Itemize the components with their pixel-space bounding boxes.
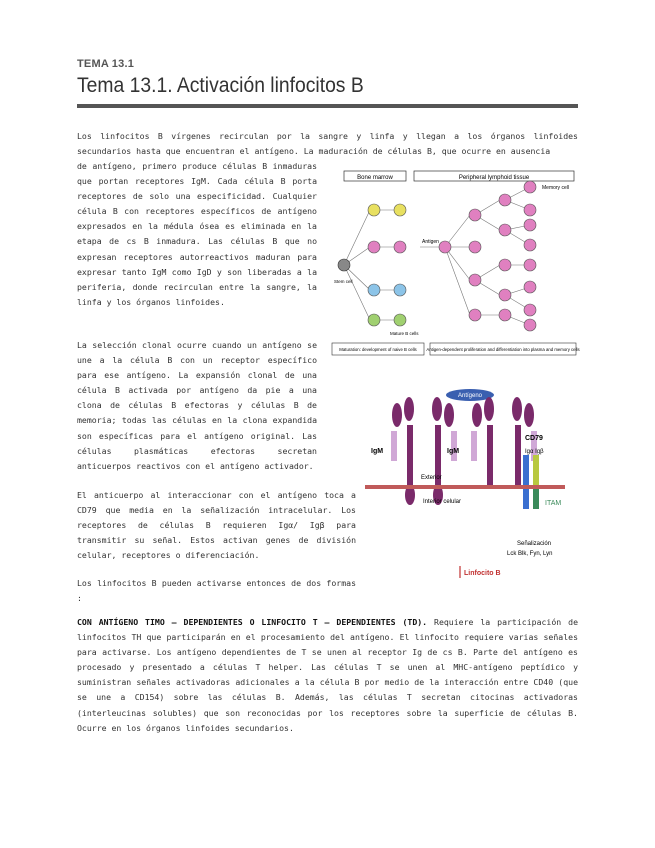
- linfocito-b-label: Linfocito B: [464, 570, 501, 577]
- paragraph-1-wrap: de antígeno, primero produce células B inmaduras que portan receptores IgM. Cada célula B porta receptores de solo una especificidad. Cualquier célula B con receptores específicos de antígeno expresados en la médula ósea es eliminada en la etapa de cs B inmadura. Las células B que no expresan receptores autorreactivos maduran para expresar tanto IgM como IgD y son liberadas a la periferia, donde recirculan entre la sangre, la linfa y los órganos linfoides.: [77, 161, 317, 307]
- signal-title: Señalización: [517, 541, 552, 547]
- peripheral-tissue-label: Peripheral lymphoid tissue: [458, 175, 530, 181]
- bone-marrow-label: Bone marrow: [357, 175, 393, 181]
- igm-right-label: IgM: [447, 448, 460, 455]
- signal-kinases: Lck Blk, Fyn, Lyn: [507, 551, 553, 557]
- maturation-caption: Maturation: development of naive B cells: [339, 347, 417, 352]
- paragraph-2: La selección clonal ocurre cuando un antígeno se une a la célula B con un receptor específico para ese antígeno. La expansión clonal de una célula B activada por antígeno da pie a una clona de células B efectoras y células B de memoria; todas las células en la clona expandida son específicas para el antígeno original. Las células plasmáticas efectoras secretan anticuerpos reactivos con el antígeno activador.: [77, 340, 317, 471]
- mature-b-label: Mature B cells: [390, 331, 419, 336]
- cd79-label: CD79: [525, 435, 543, 442]
- paragraph-3: El anticuerpo al interaccionar con el antígeno toca a CD79 que media en la señalización intracelular. Los receptores de células B requieren Igα/ Igβ para transmitir su señal. Estos activan genes de división celular, receptores o diferenciación.: [77, 490, 356, 561]
- igm-left-label: IgM: [371, 448, 384, 455]
- exterior-label: Exterior: [421, 475, 442, 481]
- proliferation-caption: Antigen-dependent proliferation and differentiation into plasma and memory cells: [426, 347, 580, 352]
- paragraph-5: [77, 615, 578, 736]
- page-title: Tema 13.1. Activación linfocitos B: [77, 74, 364, 97]
- paragraph-4: Los linfocitos B pueden activarse entonces de dos formas :: [77, 578, 356, 604]
- antigen-label-fig1: Antigen: [422, 239, 439, 245]
- interior-label: Interior celular: [423, 499, 462, 505]
- b-cell-maturation-figure: [330, 165, 580, 375]
- iga-igb-label: Igα Igβ: [525, 449, 544, 455]
- stem-cell-label: Stem cell: [334, 279, 353, 284]
- paragraph-5-body: Requiere la participación de linfocitos TH que participarán en el procesamiento del antígeno. El linfocito requiere varias señales para activarse. Los antígeno dependientes de T se unen al receptor Ig de cs B. Parte del antígeno es procesado y presentado a células T helper. Las células T se unen al MHC-antígeno peptídico y suministran señales activadoras adicionales a la célula B por medio de la interacción entre CD40 (que se une a CD154) sobre las células B. Además, las células T secretan citocinas activadoras (interleucinas solubles) que son reconocidas por los receptores sobre la superficie de células B. Ocurre en los órganos linfoides secundarios.: [77, 617, 578, 733]
- antigen-label: Antígeno: [457, 393, 483, 399]
- memory-cell-label: Memory cell: [542, 185, 569, 191]
- paragraph-1-full: Los linfocitos B vírgenes recirculan por la sangre y linfa y llegan a los órganos linfoides secundarios hasta que encuentran el antígeno. La maduración de células B, que ocurre en ausencia: [77, 131, 578, 157]
- title-rule: [77, 104, 578, 108]
- bcr-signaling-figure: [365, 385, 565, 585]
- paragraph-5-heading: CON ANTÍGENO TIMO – DEPENDIENTES O LINFOCITO T – DEPENDIENTES (TD).: [77, 617, 428, 627]
- itam-label: ITAM: [545, 500, 562, 507]
- section-kicker: TEMA 13.1: [77, 58, 135, 70]
